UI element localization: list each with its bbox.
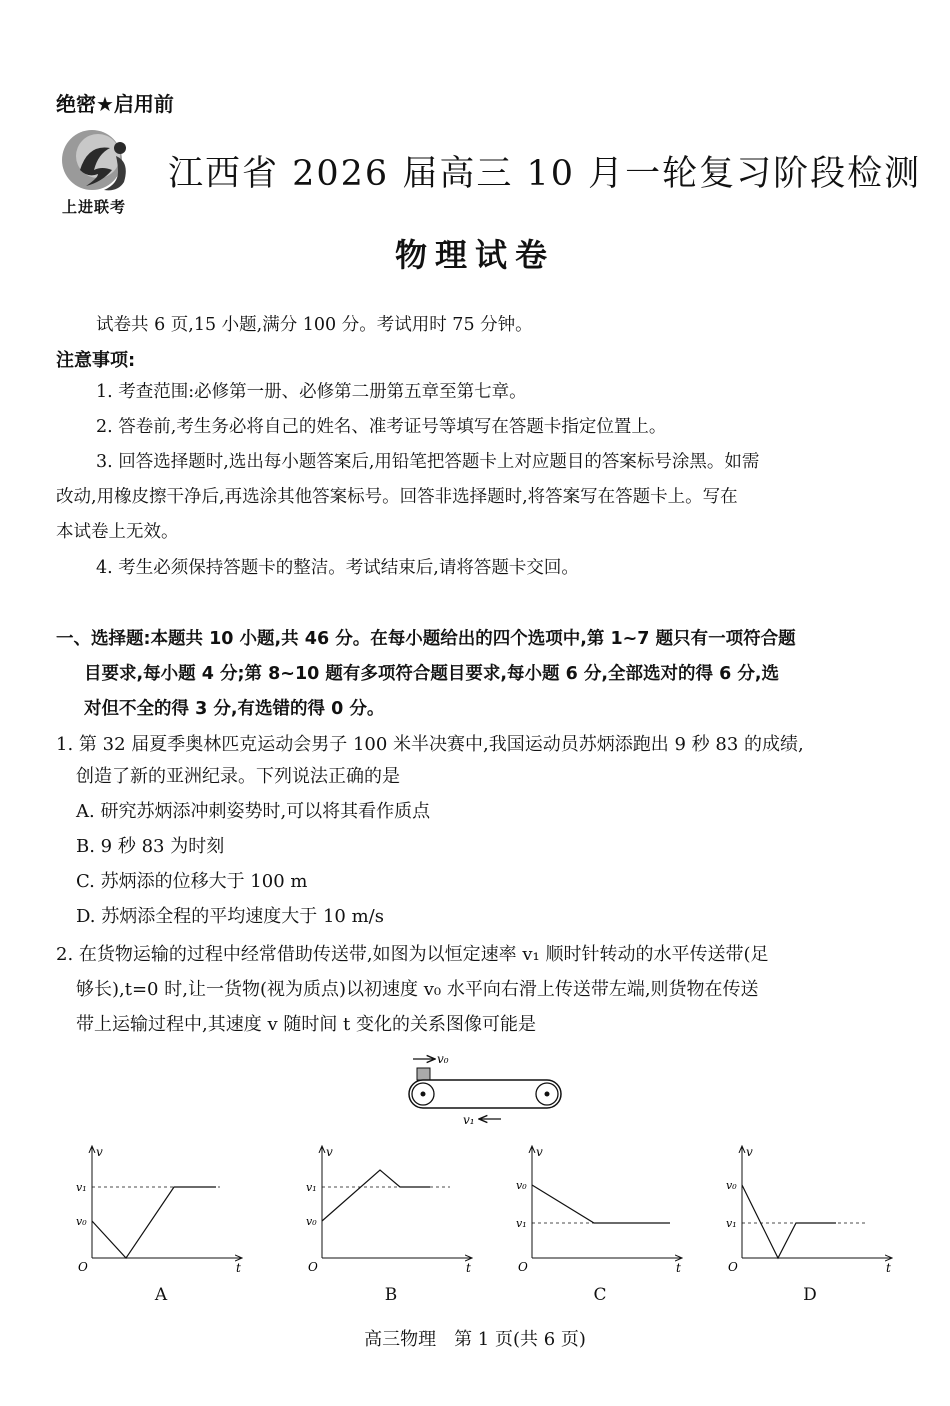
q2-stem-line-3: 带上运输过程中,其速度 v 随时间 t 变化的关系图像可能是 [76,1014,537,1035]
graph-a-label: A [154,1285,168,1305]
graph-axis-label: O [728,1260,738,1274]
publisher-logo-text: 上进联考 [62,198,127,216]
graph-a-curve [92,1187,216,1258]
graph-axis-label: v₁ [726,1217,737,1230]
graph-axis-label: O [78,1260,88,1274]
graph-axis-label: O [518,1260,528,1274]
q1-option-d: D. 苏炳添全程的平均速度大于 10 m/s [76,906,384,927]
conveyor-belt-diagram [395,1050,575,1130]
graph-axis-label: t [676,1261,681,1275]
q1-stem-line-1: 1. 第 32 届夏季奥林匹克运动会男子 100 米半决赛中,我国运动员苏炳添跑出 9 秒 83 的成绩, [56,734,804,755]
exam-intro: 试卷共 6 页,15 小题,满分 100 分。考试用时 75 分钟。 [96,315,533,335]
note-item-3-line-2: 改动,用橡皮擦干净后,再选涂其他答案标号。回答非选择题时,将答案写在答题卡上。写在 [56,487,738,507]
exam-title: 江西省 2026 届高三 10 月一轮复习阶段检测 [168,154,922,194]
note-item-3-line-3: 本试卷上无效。 [56,522,179,542]
q1-option-a: A. 研究苏炳添冲刺姿势时,可以将其看作质点 [76,801,431,822]
graph-axis-label: t [886,1261,891,1275]
cargo-block [417,1068,430,1080]
graph-c [510,1138,690,1278]
graph-axis-label: v [96,1145,103,1159]
q1-stem-line-2: 创造了新的亚洲纪录。下列说法正确的是 [76,766,400,787]
graph-axis-label: t [236,1261,241,1275]
note-item-4: 4. 考生必须保持答题卡的整洁。考试结束后,请将答题卡交回。 [96,558,579,578]
graph-axis-label: t [466,1261,471,1275]
note-item-2: 2. 答卷前,考生务必将自己的姓名、准考证号等填写在答题卡指定位置上。 [96,417,667,437]
v1-label: v₁ [463,1113,475,1127]
graph-axis-label: O [308,1260,318,1274]
note-item-1: 1. 考查范围:必修第一册、必修第二册第五章至第七章。 [96,382,527,402]
v0-label: v₀ [437,1052,449,1066]
graph-d-label: D [803,1285,817,1305]
graph-b-curve [322,1170,430,1221]
subject-title: 物理试卷 [394,236,555,274]
section-1-line-3: 对但不全的得 3 分,有选错的得 0 分。 [84,699,385,719]
section-1-line-1: 一、选择题:本题共 10 小题,共 46 分。在每小题给出的四个选项中,第 1~7 题只有一项符合题 [56,629,796,649]
graph-axis-label: v₀ [516,1179,527,1192]
q1-option-b: B. 9 秒 83 为时刻 [76,836,225,857]
q2-stem-line-1: 2. 在货物运输的过程中经常借助传送带,如图为以恒定速率 v₁ 顺时针转动的水平传送带(足 [56,944,769,965]
graph-d [720,1138,900,1278]
graph-axis-label: v₁ [306,1181,317,1194]
graph-axis-label: v [326,1145,333,1159]
graph-d-curve [742,1185,836,1258]
graph-axis-label: v [536,1145,543,1159]
graph-a [70,1138,250,1278]
section-1-line-2: 目要求,每小题 4 分;第 8~10 题有多项符合题目要求,每小题 6 分,全部选对的得 6 分,选 [84,664,780,684]
graph-axis-label: v₀ [726,1179,737,1192]
graph-c-label: C [593,1285,607,1305]
q1-option-c: C. 苏炳添的位移大于 100 m [76,871,308,892]
graph-axis-label: v₀ [306,1215,317,1228]
notes-heading: 注意事项: [56,350,136,371]
graph-axis-label: v₁ [76,1181,87,1194]
q2-stem-line-2: 够长),t=0 时,让一货物(视为质点)以初速度 v₀ 水平向右滑上传送带左端,则货物在传送 [76,979,759,1000]
note-item-3-line-1: 3. 回答选择题时,选出每小题答案后,用铅笔把答题卡上对应题目的答案标号涂黑。如需 [96,452,760,472]
graph-axis-label: v₀ [76,1215,87,1228]
graph-axis-label: v [746,1145,753,1159]
graph-b-label: B [384,1285,398,1305]
graph-c-curve [532,1185,670,1223]
graph-b [300,1138,480,1278]
page-footer: 高三物理 第 1 页(共 6 页) [364,1329,586,1350]
graph-axis-label: v₁ [516,1217,527,1230]
confidential-label: 绝密★启用前 [56,92,174,116]
